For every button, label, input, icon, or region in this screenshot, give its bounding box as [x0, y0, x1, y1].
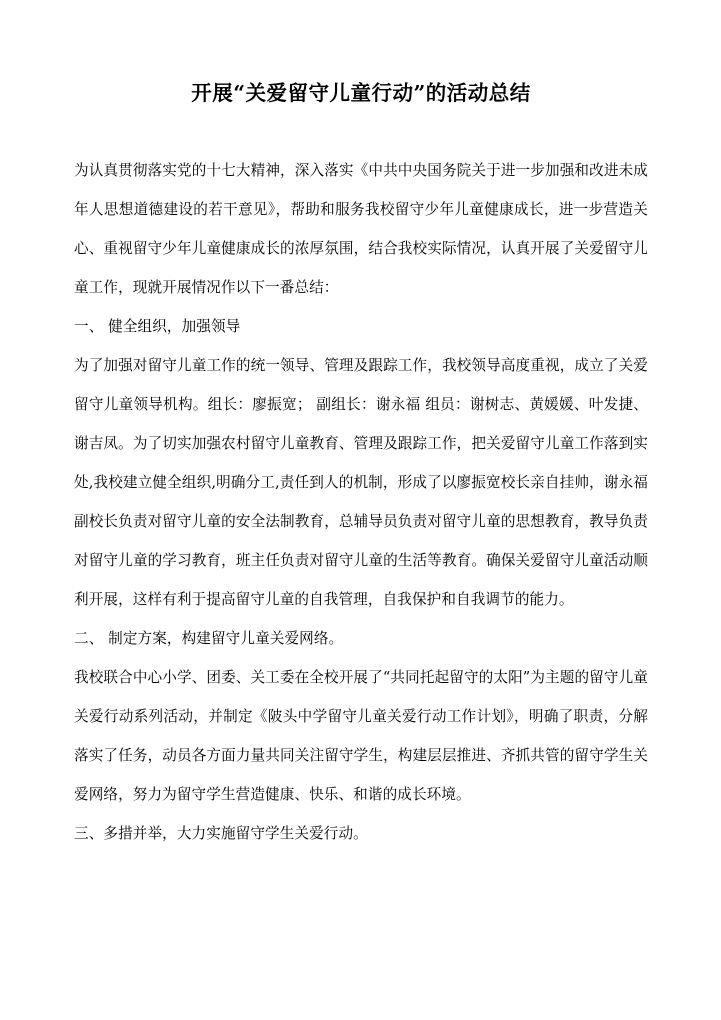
paragraph-6-heading-three: 三、多措并举，大力实施留守学生关爱行动。	[74, 824, 368, 842]
paragraph-2-heading-one: 一、 健全组织，加强领导	[74, 317, 241, 335]
paragraph-1: 为认真贯彻落实党的十七大精神，深入落实《中共中央国务院关于进一步加强和改进未成年人思想道德建设的若干意见》，帮助和服务我校留守少年儿童健康成长，进一步营造关心、重视留守少年儿童健康成长的浓厚氛围，结合我校实际情况，认真开展了关爱留守儿童工作，现就开展情况作以下一番总结：	[74, 161, 648, 296]
paragraph-3: 为了加强对留守儿童工作的统一领导、管理及跟踪工作，我校领导高度重视，成立了关爱留守儿童领导机构。组长：廖振宽； 副组长：谢永福 组员：谢树志、黄媛媛、叶发捷、谢吉凤。为了切实加强农村留守儿童教育、管理及跟踪工作，把关爱留守儿童工作落到实处,我校建立健全组织,明确分工,责任到人的机制，形成了以廖振宽校长亲自挂帅，谢永福副校长负责对留守儿童的安全法制教育，总辅导员负责对留守儿童的思想教育，教导负责对留守儿童的学习教育，班主任负责对留守儿童的生活等教育。确保关爱留守儿童活动顺利开展，这样有利于提高留守儿童的自我管理，自我保护和自我调节的能力。	[74, 356, 648, 608]
paragraph-5: 我校联合中心小学、团委、关工委在全校开展了“共同托起留守的太阳”为主题的留守儿童关爱行动系列活动，并制定《陂头中学留守儿童关爱行动工作计划》，明确了职责，分解落实了任务，动员各方面力量共同关注留守学生，构建层层推进、齐抓共管的留守学生关爱网络，努力为留守学生营造健康、快乐、和谐的成长环境。	[74, 668, 648, 803]
document-body	[74, 78, 648, 853]
paragraph-4-heading-two: 二、 制定方案，构建留守儿童关爱网络。	[74, 629, 344, 647]
page-title: 开展“关爱留守儿童行动”的活动总结	[191, 81, 531, 105]
